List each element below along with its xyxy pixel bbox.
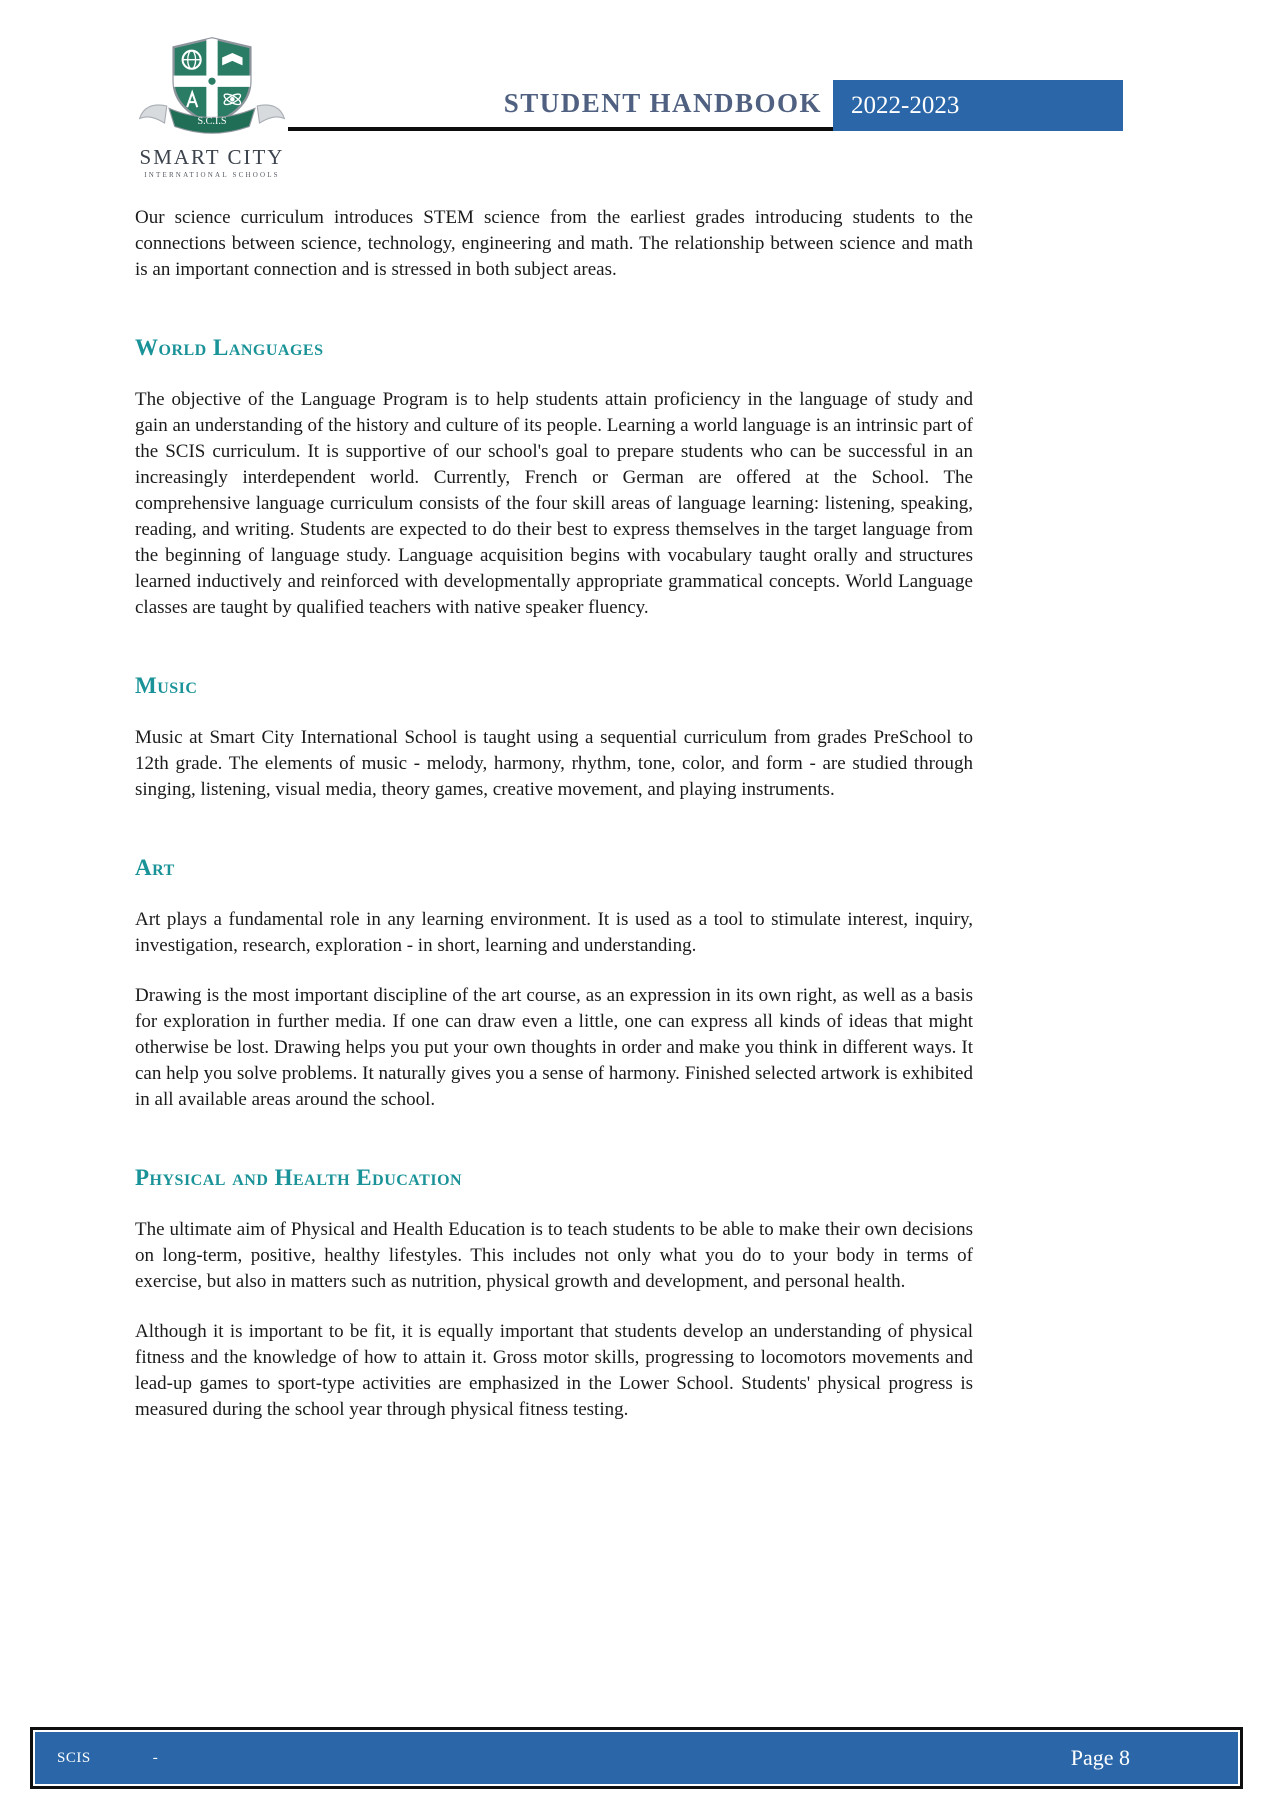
section-heading-physical-health-education: Physical and Health Education [135,1165,463,1190]
footer-bar [35,1732,1238,1784]
page-footer [30,1727,1243,1789]
section-paragraph: The ultimate aim of Physical and Health Education is to teach students to be able to make their own decisions on long-term, positive, healthy lifestyles. This includes not only what you do to your body in terms of exercise, but also in matters such as nutrition, physical growth and development, and personal health. [135,1219,973,1292]
logo-acronym: S.C.I.S [197,116,227,128]
footer-org-label: SCIS [57,1749,91,1766]
logo-tagline: INTERNATIONAL SCHOOLS [144,171,280,179]
section-paragraph: Music at Smart City International School is taught using a sequential curriculum from grades PreSchool to 12th grade. The elements of music - melody, harmony, rhythm, tone, color, and form - are studied through singing, listening, visual media, theory games, creative movement, and playing instruments. [135,727,973,800]
section-heading-world-languages: World Languages [135,335,324,360]
section-music [135,673,973,803]
section-art [135,855,973,1113]
section-physical-health-education [135,1165,973,1423]
header-rule [288,127,833,131]
document-title: STUDENT HANDBOOK [503,88,822,118]
section-heading-music: Music [135,673,198,698]
section-paragraph: The objective of the Language Program is to help students attain proficiency in the language of study and gain an understanding of the history and culture of its people. Learning a world language is an intrinsic part of the SCIS curriculum. It is supportive of our school's goal to prepare students who can be successful in an increasingly interdependent world. Currently, French or German are offered at the School. The comprehensive language curriculum consists of the four skill areas of language learning: listening, speaking, reading, and writing. Students are expected to do their best to express themselves in the target language from the beginning of language study. Language acquisition begins with vocabulary taught orally and structures learned inductively and reinforced with developmentally appropriate grammatical concepts. World Language classes are taught by qualified teachers with native speaker fluency. [135,389,973,618]
intro-paragraph: Our science curriculum introduces STEM science from the earliest grades introducing students to the connections between science, technology, engineering and math. The relationship between science and math is an important connection and is stressed in both subject areas. [135,207,973,280]
section-heading-art: Art [135,855,175,880]
year-badge: 2022-2023 [833,80,1123,131]
section-paragraph: Although it is important to be fit, it is equally important that students develop an understanding of physical fitness and the knowledge of how to attain it. Gross motor skills, progressing to locomotors movements and lead-up games to sport-type activities are emphasized in the Lower School. Students' physical progress is measured during the school year through physical fitness testing. [135,1321,973,1420]
footer-separator: - [152,1749,158,1766]
page-number: Page 8 [1070,1745,1130,1770]
page-content [135,205,973,1423]
section-world-languages [135,335,973,621]
section-paragraph: Drawing is the most important discipline of the art course, as an expression in its own right, as well as a basis for exploration in further media. If one can draw even a little, one can express all kinds of ideas that might otherwise be lost. Drawing helps you put your own thoughts in order and make you think in different ways. It can help you solve problems. It naturally gives you a sense of harmony. Finished selected artwork is exhibited in all available areas around the school. [135,985,973,1110]
section-paragraph: Art plays a fundamental role in any learning environment. It is used as a tool to stimulate interest, inquiry, investigation, research, exploration - in short, learning and understanding. [135,909,973,956]
logo-name: SMART CITY [139,145,285,169]
